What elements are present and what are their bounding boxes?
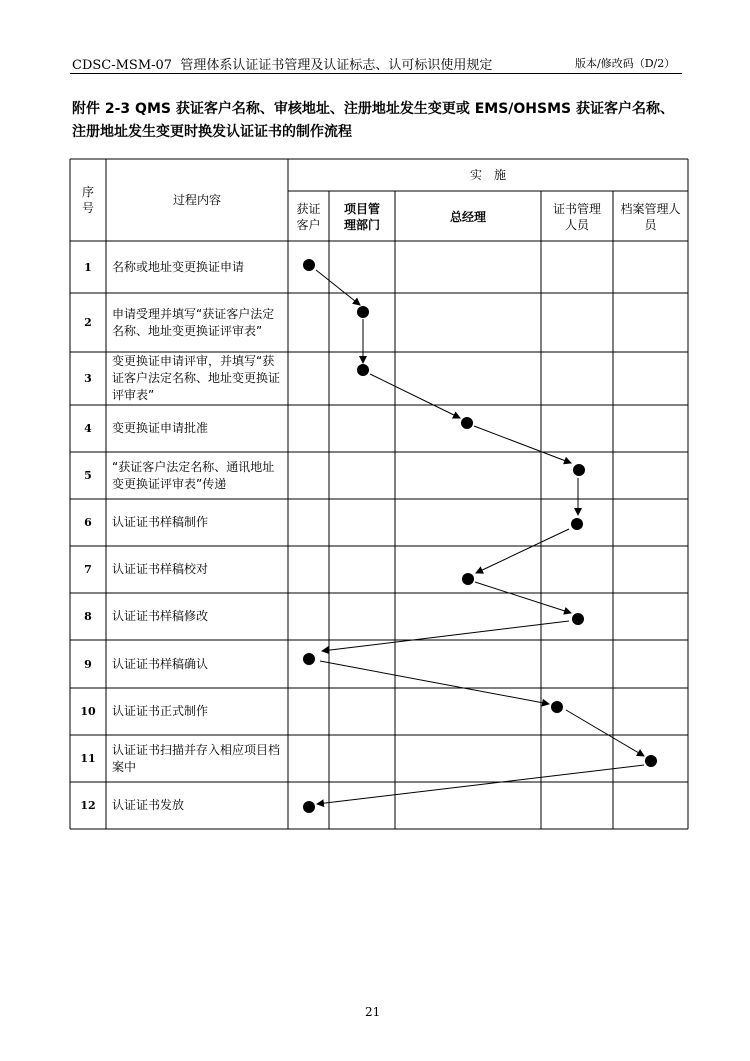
flow-arrow	[317, 765, 644, 804]
row-number: 12	[80, 799, 96, 812]
row-number: 8	[84, 610, 92, 623]
doc-title: 管理体系认证证书管理及认证标志、认可标识使用规定	[180, 58, 493, 73]
process-step-text: 认证证书扫描并存入相应项目档案中	[112, 742, 281, 774]
process-step-text: 申请受理并填写“获证客户法定名称、地址变更换证评审表”	[112, 306, 275, 338]
process-step-text: 认证证书样稿确认	[112, 656, 209, 671]
flow-node-dot	[461, 417, 473, 429]
flow-arrow	[370, 374, 460, 418]
seq-header: 序 号	[81, 185, 94, 215]
process-step-text: 认证证书样稿制作	[112, 515, 209, 529]
process-step-text: 认证证书样稿修改	[112, 609, 209, 623]
row-number: 4	[84, 422, 92, 435]
flow-arrow	[316, 270, 360, 305]
process-step-text: 认证证书发放	[112, 798, 185, 812]
process-step-text: 认证证书正式制作	[112, 704, 209, 718]
row-number: 3	[84, 372, 92, 385]
flow-node-dot	[571, 518, 583, 530]
row-number: 6	[84, 516, 92, 529]
content-header: 过程内容	[172, 193, 221, 207]
process-step-text: 变更换证申请评审，并填写“获证客户法定名称、地址变更换证评审表”	[112, 354, 281, 402]
version-code: 版本/修改码（D/2）	[575, 57, 676, 70]
process-step-text: 认证证书样稿校对	[112, 562, 209, 576]
flow-node-dot	[645, 755, 657, 767]
implementation-header: 实 施	[469, 168, 506, 182]
flow-arrow	[322, 621, 569, 651]
role-header-certified-client: 获证 客户	[296, 201, 321, 232]
row-number: 9	[84, 657, 92, 671]
title-line-2: 注册地址发生变更时换发认证证书的制作流程	[72, 124, 352, 140]
role-header-certificate-staff: 证书管理 人员	[552, 201, 601, 232]
flow-node-dot	[551, 701, 563, 713]
flow-node-dot	[357, 306, 369, 318]
flow-arrow	[320, 661, 549, 704]
role-header-archive-staff: 档案管理人 员	[620, 201, 681, 232]
page-number: 21	[365, 1005, 381, 1019]
process-step-text: 名称或地址变更换证申请	[112, 259, 245, 274]
process-step-text: 变更换证申请批准	[112, 421, 209, 435]
role-header-project-mgmt: 项目管 理部门	[343, 201, 380, 232]
flow-node-dot	[303, 653, 315, 665]
flow-arrow	[474, 426, 571, 463]
row-number: 7	[84, 563, 92, 576]
flow-arrow	[566, 710, 644, 756]
flow-node-dot	[303, 259, 315, 271]
flow-node-dot	[572, 613, 584, 625]
row-number: 10	[80, 705, 96, 718]
role-header-general-manager: 总经理	[449, 209, 486, 224]
title-line-1: 附件 2-3 QMS 获证客户名称、审核地址、注册地址发生变更或 EMS/OHSMS 获证客户名称、	[72, 101, 674, 117]
doc-code: CDSC-MSM-07	[72, 58, 173, 73]
row-number: 1	[84, 260, 92, 274]
row-number: 5	[84, 469, 92, 482]
flow-node-dot	[462, 573, 474, 585]
flow-arrow	[476, 529, 569, 573]
process-step-text: “获证客户法定名称、通讯地址变更换证评审表”传递	[112, 459, 275, 491]
flow-node-dot	[357, 364, 369, 376]
flow-node-dot	[573, 464, 585, 476]
flow-arrow	[475, 582, 571, 613]
row-number: 11	[80, 752, 96, 765]
flow-node-dot	[303, 801, 315, 813]
row-number: 2	[84, 316, 92, 329]
